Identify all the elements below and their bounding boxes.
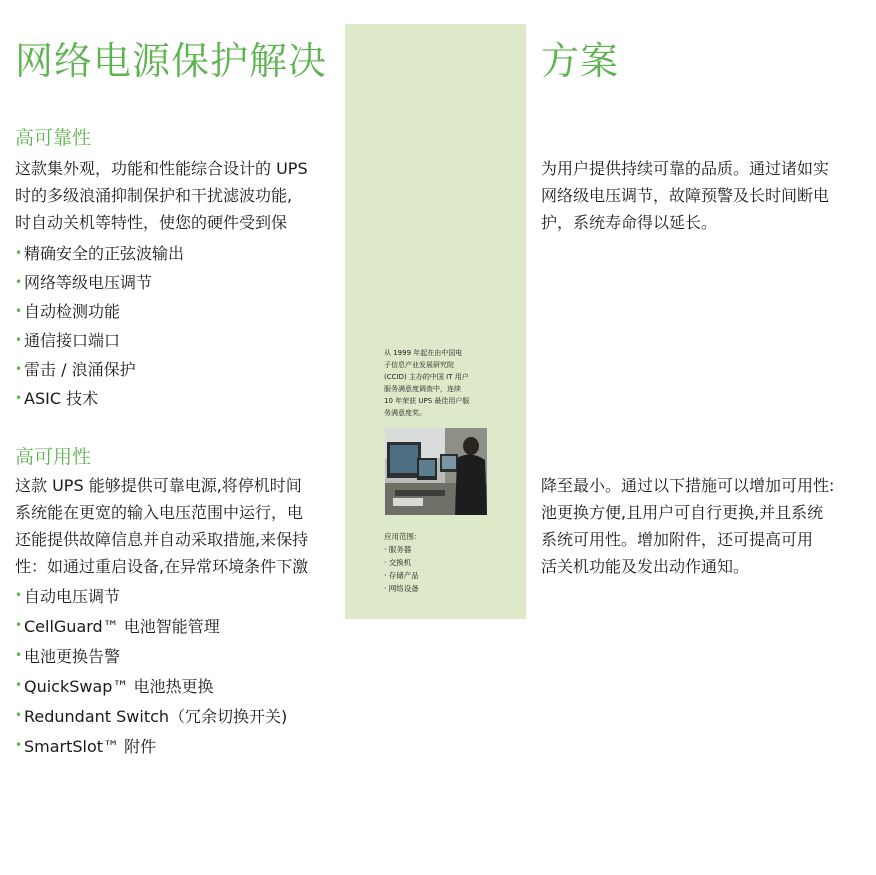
bullet-dot-icon: • [15,678,23,692]
reliability-paragraph-right [541,155,829,236]
list-item: · 网络设备 [384,584,419,593]
paragraph-line: 这款集外观，功能和性能综合设计的 UPS [15,159,308,178]
paragraph-line: 还能提供故障信息并自动采取措施,来保持 [15,530,309,549]
application-list-title: 应用范围： [384,532,422,541]
list-item: • 电池更换告警 [15,646,121,666]
list-item: · 存储产品 [384,571,419,580]
bullet-dot-icon: • [15,648,23,662]
list-item: · 服务器 [384,545,412,554]
sidebar-note-line: 10 年荣获 UPS 最佳用户服 [384,397,470,405]
availability-feature-list [15,580,287,760]
sidebar-panel [345,24,526,619]
reliability-paragraph-left [15,155,308,236]
list-item: • 网络等级电压调节 [15,273,153,292]
bullet-dot-icon: • [15,303,23,318]
list-item: • 自动电压调节 [15,586,121,606]
bullet-dot-icon: • [15,274,23,289]
page-title-left: 网络电源保护解决 [15,39,328,83]
bullet-dot-icon: • [15,332,23,347]
paragraph-line: 护，系统寿命得以延长。 [541,213,718,232]
section-heading-reliability: 高可靠性 [15,127,92,149]
section-heading-availability: 高可用性 [15,446,92,468]
sidebar-note [384,347,469,419]
bullet-dot-icon: • [15,618,23,632]
bullet-dot-icon: • [15,738,23,752]
sidebar-note-line: 子信息产业发展研究院 [384,361,454,369]
list-item: • ASIC 技术 [15,389,99,408]
bullet-dot-icon: • [15,245,23,260]
bullet-dot-icon: • [15,588,23,602]
bullet-dot-icon: • [15,390,23,405]
paragraph-line: 为用户提供持续可靠的品质。通过诸如实 [541,159,830,178]
sidebar-note-line: 从 1999 年起在由中国电 [384,349,463,357]
list-item: • CellGuard™ 电池智能管理 [15,616,220,636]
paragraph-line: 系统能在更宽的输入电压范围中运行，电 [15,503,304,522]
list-item: • Redundant Switch（冗余切换开关) [15,706,288,726]
paragraph-line: 这款 UPS 能够提供可靠电源,将停机时间 [15,476,302,495]
page-title-right: 方案 [541,39,620,83]
paragraph-line: 时自动关机等特性，使您的硬件受到保 [15,213,288,232]
paragraph-line: 时的多级浪涌抑制保护和干扰滤波功能, [15,186,293,205]
list-item: • 通信接口端口 [15,331,121,350]
paragraph-line: 降至最小。通过以下措施可以增加可用性: [541,476,835,495]
list-item: • 自动检测功能 [15,302,121,321]
sidebar-note-line: (CCID) 主办的中国 IT 用户 [384,373,469,381]
paragraph-line: 网络级电压调节，故障预警及长时间断电 [541,186,830,205]
office-photo [385,428,487,515]
paragraph-line: 系统可用性。增加附件，还可提高可用 [541,530,814,549]
reliability-feature-list [15,238,184,412]
availability-paragraph-right [541,472,834,580]
list-item: • SmartSlot™ 附件 [15,736,157,756]
list-item: · 交换机 [384,558,412,567]
bullet-dot-icon: • [15,361,23,376]
bullet-dot-icon: • [15,708,23,722]
list-item: • 精确安全的正弦波输出 [15,244,185,263]
list-item: • 雷击 / 浪涌保护 [15,360,136,379]
sidebar-note-line: 服务满意度调查中，连续 [384,385,461,393]
availability-paragraph-left [15,472,308,580]
paragraph-line: 池更换方便,且用户可自行更换,并且系统 [541,503,824,522]
paragraph-line: 活关机功能及发出动作通知。 [541,557,750,576]
application-list [384,530,422,595]
sidebar-note-line: 务满意度奖。 [384,409,426,417]
list-item: • QuickSwap™ 电池热更换 [15,676,214,696]
paragraph-line: 性：如通过重启设备,在异常环境条件下激 [15,557,309,576]
